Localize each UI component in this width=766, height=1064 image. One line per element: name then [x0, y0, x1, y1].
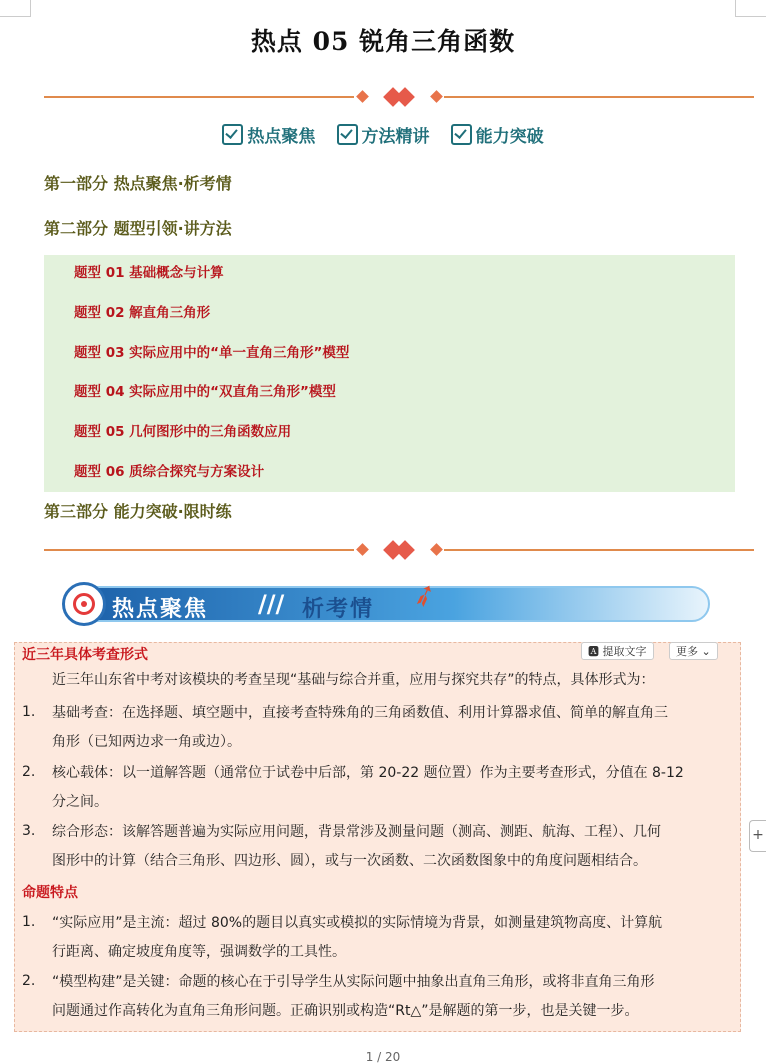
part-one-heading[interactable]: 第一部分 热点聚焦·析考情	[44, 174, 232, 193]
divider-line-right	[444, 96, 754, 98]
check-icon	[451, 124, 472, 145]
list-number: 2.	[22, 973, 36, 989]
part-three-heading[interactable]: 第三部分 能力突破·限时练	[44, 502, 232, 521]
list-item-line: “实际应用”是主流：超过 80%的题目以真实或模拟的实际情境为背景，如测量建筑物高度、计算航	[52, 915, 663, 931]
expand-side-button[interactable]: +	[749, 820, 766, 852]
list-number: 3.	[22, 823, 36, 839]
part-two-heading[interactable]: 第二部分 题型引领·讲方法	[44, 219, 232, 238]
more-button[interactable]	[669, 642, 718, 660]
more-label: 更多	[676, 645, 698, 658]
list-number: 1.	[22, 704, 36, 720]
divider-line-left	[44, 96, 354, 98]
extract-text-button[interactable]	[581, 642, 654, 660]
type-link-02[interactable]: 题型 02 解直角三角形	[74, 305, 211, 321]
list-number: 2.	[22, 764, 36, 780]
page-corner-top-right	[735, 0, 766, 17]
rocket-icon: ➶	[406, 574, 443, 617]
nav-item-focus[interactable]	[222, 122, 315, 147]
section-nav	[0, 122, 766, 147]
divider-diamond-icon	[430, 90, 443, 103]
type-link-05[interactable]: 题型 05 几何图形中的三角函数应用	[74, 424, 292, 440]
divider-line-left	[44, 549, 354, 551]
type-link-06[interactable]: 题型 06 质综合探究与方案设计	[74, 464, 265, 480]
check-icon	[222, 124, 243, 145]
nav-item-ability[interactable]	[451, 122, 544, 147]
type-link-01[interactable]: 题型 01 基础概念与计算	[74, 265, 224, 281]
banner-slash: ///	[258, 590, 285, 618]
list-item-line: 角形（已知两边求一角或边）。	[52, 734, 241, 750]
divider-diamond-icon	[430, 543, 443, 556]
page-number: 1 / 20	[365, 1050, 401, 1064]
list-item-line: 核心载体：以一道解答题（通常位于试卷中后部，第 20-22 题位置）作为主要考查形式，分值在 8-12	[52, 765, 684, 781]
divider-diamond-icon	[356, 543, 369, 556]
page-corner-top-left	[0, 0, 31, 17]
type-link-04[interactable]: 题型 04 实际应用中的“双直角三角形”模型	[74, 384, 336, 400]
check-icon	[337, 124, 358, 145]
list-item-line: 问题通过作高转化为直角三角形问题。正确识别或构造“Rt△”是解题的第一步，也是关键一步。	[52, 1003, 639, 1019]
page-title: 热点 05 锐角三角函数	[250, 27, 516, 56]
intro-paragraph: 近三年山东省中考对该模块的考查呈现“基础与综合并重，应用与探究共存”的特点，具体形式为：	[52, 672, 655, 688]
list-item-line: 分之间。	[52, 794, 108, 810]
list-number: 1.	[22, 914, 36, 930]
top-divider	[44, 87, 754, 107]
nav-label: 能力突破	[475, 127, 544, 147]
list-item-line: 综合形态：该解答题普遍为实际应用问题，背景常涉及测量问题（测高、测距、航海、工程）、几何	[52, 824, 661, 840]
extract-label: 提取文字	[602, 645, 647, 658]
section-heading: 近三年具体考查形式	[22, 647, 148, 663]
extract-icon: 🅰	[588, 645, 603, 658]
question-types-panel	[44, 255, 735, 492]
divider-diamond-icon	[395, 540, 415, 560]
list-item-line: “模型构建”是关键：命题的核心在于引导学生从实际问题中抽象出直角三角形，或将非直角三角形	[52, 974, 655, 990]
nav-item-method[interactable]	[337, 122, 430, 147]
section-banner	[62, 574, 714, 630]
chevron-down-icon: ⌄	[698, 645, 711, 658]
bottom-divider	[44, 540, 754, 560]
list-item-line: 行距离、确定坡度角度等，强调数学的工具性。	[52, 944, 346, 960]
banner-title-right: 析考情	[302, 596, 375, 622]
nav-label: 热点聚焦	[247, 127, 316, 147]
divider-diamond-icon	[395, 87, 415, 107]
list-item-line: 图形中的计算（结合三角形、四边形、圆），或与一次函数、二次函数图象中的角度问题相结合。	[52, 853, 647, 869]
list-item-line: 基础考查：在选择题、填空题中，直接考查特殊角的三角函数值、利用计算器求值、简单的解直角三	[52, 705, 668, 721]
divider-line-right	[444, 549, 754, 551]
type-link-03[interactable]: 题型 03 实际应用中的“单一直角三角形”模型	[74, 345, 350, 361]
banner-title-left: 热点聚焦	[112, 596, 209, 622]
section-heading: 命题特点	[22, 885, 78, 901]
nav-label: 方法精讲	[361, 127, 430, 147]
target-icon	[62, 582, 106, 626]
divider-diamond-icon	[356, 90, 369, 103]
